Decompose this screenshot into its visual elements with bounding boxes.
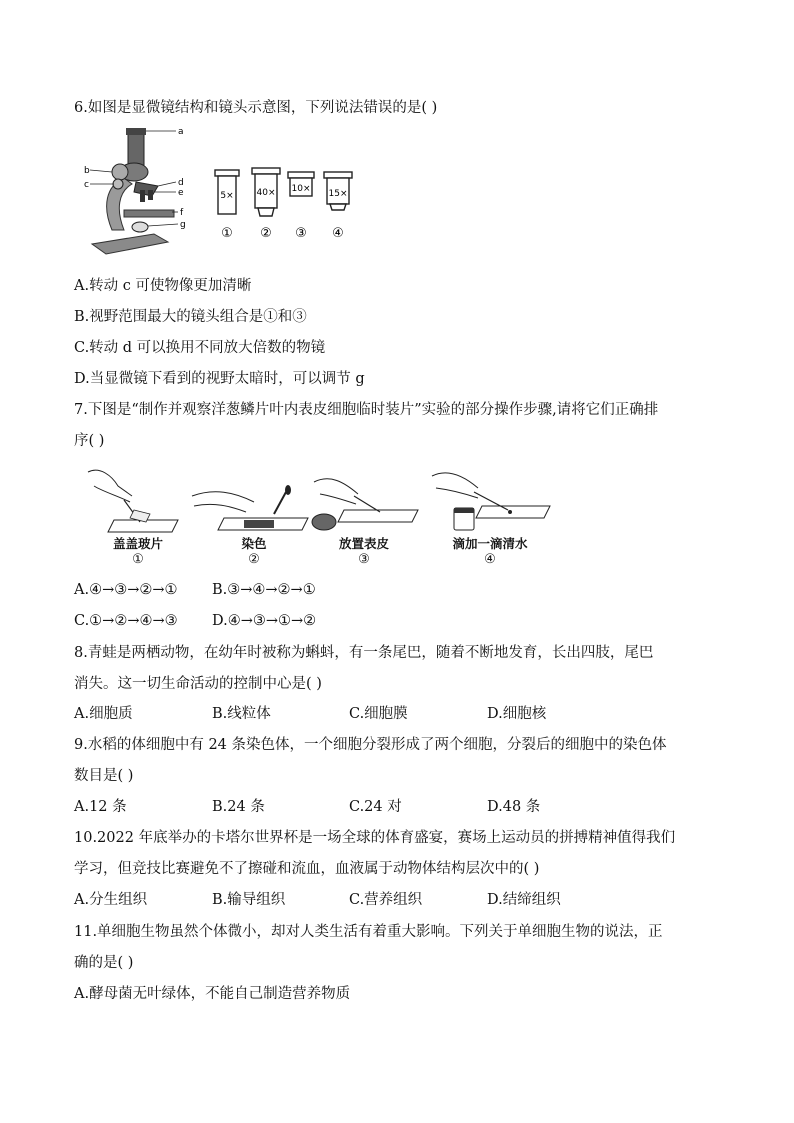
q7-stem-line2: 序( ) [74, 433, 105, 449]
q6-stem: 6.如图是显微镜结构和镜头示意图，下列说法错误的是( ) [74, 100, 438, 116]
label-a: a [178, 127, 184, 137]
q8-option-c[interactable]: C.细胞膜 [349, 706, 408, 722]
q10-option-d[interactable]: D.结缔组织 [487, 892, 561, 908]
q10-stem-line2: 学习，但竞技比赛避免不了擦碰和流血，血液属于动物体结构层次中的( ) [74, 861, 540, 877]
lens-3-mag: 10× [291, 184, 311, 194]
steps-figure [74, 462, 564, 572]
label-d: d [178, 178, 184, 188]
q9-option-a[interactable]: A.12 条 [74, 799, 127, 815]
q11-option-a[interactable]: A.酵母菌无叶绿体，不能自己制造营养物质 [74, 986, 351, 1002]
q7-option-a[interactable]: A.④→③→②→① [74, 582, 178, 598]
q10-option-a[interactable]: A.分生组织 [74, 892, 148, 908]
q7-stem-line1: 7.下图是“制作并观察洋葱鳞片叶内表皮细胞临时装片”实验的部分操作步骤,请将它们正确排 [74, 402, 659, 418]
q7-option-b[interactable]: B.③→④→②→① [212, 582, 316, 598]
q6-option-c[interactable]: C.转动 d 可以换用不同放大倍数的物镜 [74, 340, 326, 356]
label-g: g [180, 220, 186, 230]
step-2-num: ② [248, 552, 260, 567]
q7-option-c[interactable]: C.①→②→④→③ [74, 613, 178, 629]
label-f: f [180, 208, 184, 218]
lens-4-num: ④ [332, 226, 344, 241]
q8-stem-line2: 消失。这一切生命活动的控制中心是( ) [74, 676, 322, 692]
microscope-figure [84, 126, 194, 256]
step-1-caption: 盖盖玻片 [112, 536, 163, 551]
q7-option-d[interactable]: D.④→③→①→② [212, 613, 317, 629]
step-4-caption: 滴加一滴清水 [452, 536, 528, 551]
step-2-caption: 染色 [241, 536, 267, 551]
lens-2-num: ② [260, 226, 272, 241]
q8-option-d[interactable]: D.细胞核 [487, 706, 547, 722]
q6-option-b[interactable]: B.视野范围最大的镜头组合是①和③ [74, 309, 307, 325]
q10-option-b[interactable]: B.输导组织 [212, 892, 286, 908]
q11-stem-line2: 确的是( ) [74, 955, 134, 971]
step-1-num: ① [132, 552, 144, 567]
label-e: e [178, 188, 184, 198]
step-3-num: ③ [358, 552, 370, 567]
q8-option-b[interactable]: B.线粒体 [212, 706, 271, 722]
q9-stem-line1: 9.水稻的体细胞中有 24 条染色体，一个细胞分裂形成了两个细胞，分裂后的细胞中的染色体 [74, 737, 667, 753]
q10-option-c[interactable]: C.营养组织 [349, 892, 423, 908]
lens-4-mag: 15× [328, 189, 348, 199]
q8-stem-line1: 8.青蛙是两栖动物，在幼年时被称为蝌蚪，有一条尾巴，随着不断地发育，长出四肢，尾巴 [74, 645, 654, 661]
label-c: c [84, 180, 89, 190]
q9-stem-line2: 数目是( ) [74, 768, 134, 784]
q10-stem-line1: 10.2022 年底举办的卡塔尔世界杯是一场全球的体育盛宴，赛场上运动员的拼搏精神值得我们 [74, 830, 676, 846]
q8-option-a[interactable]: A.细胞质 [74, 706, 133, 722]
q9-option-b[interactable]: B.24 条 [212, 799, 265, 815]
lens-1-mag: 5× [220, 191, 234, 201]
lens-figure [212, 166, 362, 242]
step-3-caption: 放置表皮 [338, 536, 389, 551]
lens-3-num: ③ [295, 226, 307, 241]
lens-2-mag: 40× [256, 188, 276, 198]
q6-option-a[interactable]: A.转动 c 可使物像更加清晰 [74, 278, 252, 294]
q9-option-d[interactable]: D.48 条 [487, 799, 541, 815]
label-b: b [84, 166, 90, 176]
lens-1-num: ① [221, 226, 233, 241]
q9-option-c[interactable]: C.24 对 [349, 799, 402, 815]
q6-option-d[interactable]: D.当显微镜下看到的视野太暗时，可以调节 g [74, 371, 365, 387]
q11-stem-line1: 11.单细胞生物虽然个体微小，却对人类生活有着重大影响。下列关于单细胞生物的说法，正 [74, 924, 663, 940]
step-4-num: ④ [484, 552, 496, 567]
